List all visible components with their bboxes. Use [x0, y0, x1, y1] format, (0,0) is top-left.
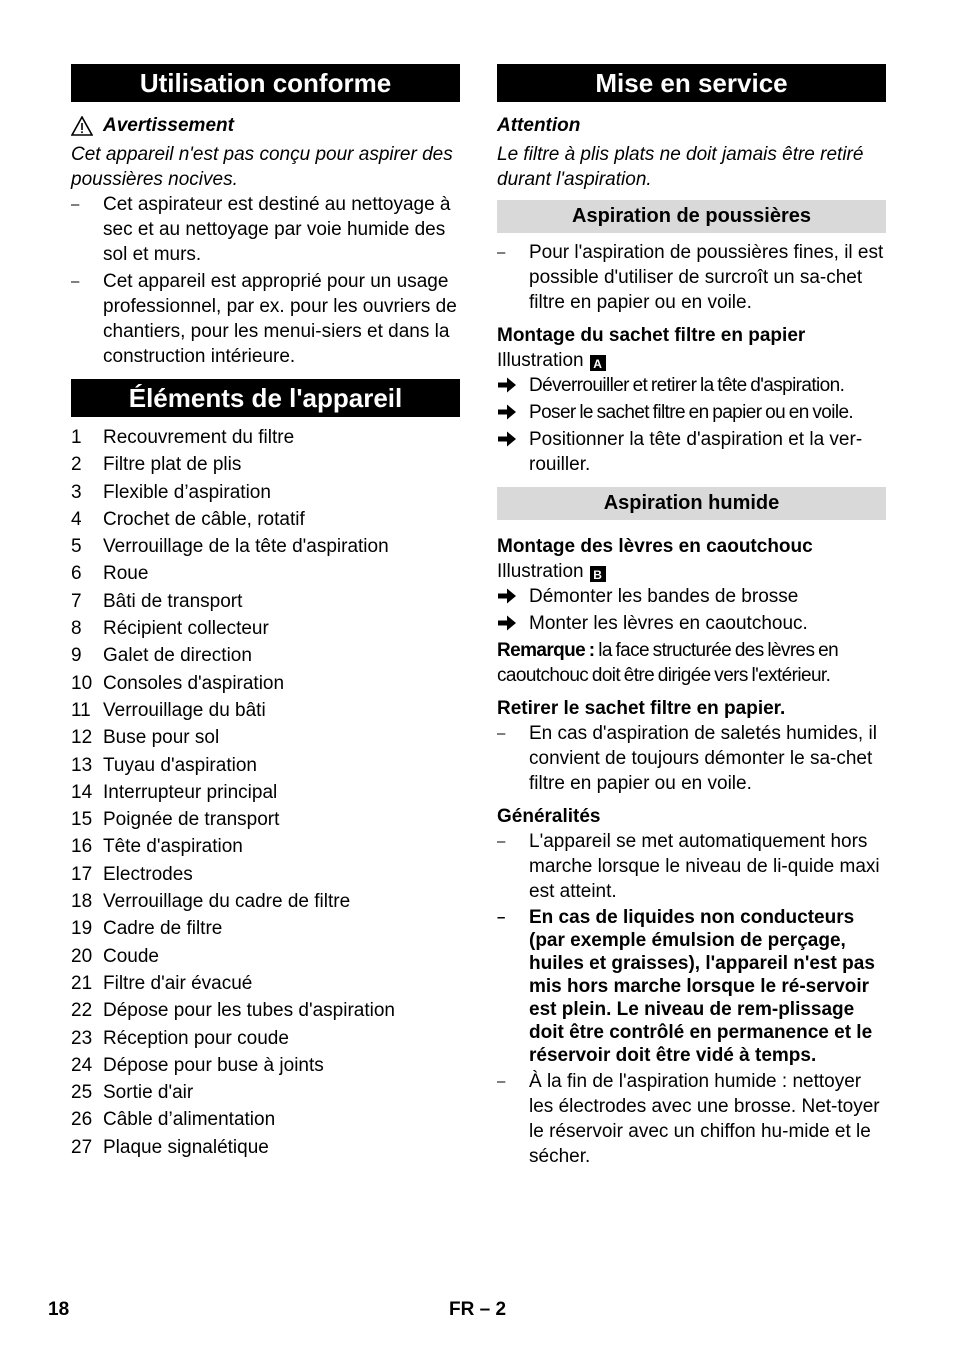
item-label: Réception pour coude [103, 1027, 289, 1049]
right-column [497, 64, 886, 1171]
item-number: 9 [71, 645, 82, 667]
item-label: Dépose pour buse à joints [103, 1054, 324, 1076]
device-element-item [71, 670, 460, 697]
item-number: 13 [71, 754, 93, 776]
item-label: Consoles d'aspiration [103, 672, 285, 694]
item-number: 15 [71, 809, 93, 831]
item-label: Cadre de filtre [103, 918, 223, 940]
item-number: 21 [71, 972, 93, 994]
list-item-bold-warning: – En cas de liquides non conducteurs (par exemple émulsion de perçage, huiles et graisses), l'appareil n'est pas mis hors marche lorsque le ré-servoir est plein. Le niveau de rem-plissage doit être contrôlé en permanence et le réservoir doit être vidé à temps. [497, 906, 886, 1067]
item-label: Filtre plat de plis [103, 454, 242, 476]
attention-text: Le filtre à plis plats ne doit jamais être retiré durant l'aspiration. [497, 144, 864, 190]
list-item: – En cas d'aspiration de saletés humides, il convient de toujours démonter le sa-chet filtre en papier ou en voile. [497, 721, 886, 796]
step-item: Démonter les bandes de brosse [497, 584, 886, 609]
item-label: Electrodes [103, 863, 193, 885]
remove-bag-list [497, 721, 886, 796]
device-elements-list [71, 424, 460, 1161]
item-number: 14 [71, 781, 93, 803]
device-element-item [71, 915, 460, 942]
arrow-right-icon [497, 376, 517, 394]
device-element-item [71, 560, 460, 587]
note-label: Remarque : [497, 640, 595, 661]
device-element-item [71, 861, 460, 888]
attention-label: Attention [497, 115, 581, 136]
item-number: 10 [71, 672, 93, 694]
warning-heading [71, 113, 460, 138]
item-label: Flexible d’aspiration [103, 481, 271, 503]
item-number: 8 [71, 618, 82, 640]
item-number: 2 [71, 454, 82, 476]
item-number: 17 [71, 863, 93, 885]
section-title-intended-use: Utilisation conforme [71, 64, 460, 102]
item-label: Interrupteur principal [103, 781, 278, 803]
list-item: – Cet appareil est approprié pour un usage professionnel, par ex. pour les ouvriers de chantiers, pour les menui-siers et dans la construction intérieure. [71, 269, 460, 369]
item-label: Sortie d'air [103, 1082, 194, 1104]
note-paragraph [497, 638, 886, 688]
item-label: Tuyau d'aspiration [103, 754, 257, 776]
warning-triangle-icon [71, 116, 93, 136]
illustration-label: Illustration [497, 561, 584, 582]
subsection-title-wet: Aspiration humide [497, 487, 886, 520]
item-label: Poignée de transport [103, 809, 280, 831]
item-number: 7 [71, 590, 82, 612]
general-heading: Généralités [497, 806, 601, 827]
item-label: Crochet de câble, rotatif [103, 508, 305, 530]
page-number: 18 [48, 1299, 70, 1320]
item-label: Verrouillage du cadre de filtre [103, 891, 351, 913]
general-list [497, 829, 886, 1169]
wet-steps [497, 584, 886, 636]
item-number: 23 [71, 1027, 93, 1049]
item-number: 1 [71, 427, 82, 448]
device-element-item [71, 970, 460, 997]
device-element-item [71, 752, 460, 779]
item-label: Plaque signalétique [103, 1136, 269, 1158]
device-element-item [71, 997, 460, 1024]
subsection-title-dust: Aspiration de poussières [497, 200, 886, 233]
item-label: Bâti de transport [103, 590, 243, 612]
warning-label: Avertissement [103, 115, 234, 136]
device-element-item [71, 1134, 460, 1161]
device-element-item [71, 1052, 460, 1079]
item-number: 11 [71, 699, 91, 721]
item-number: 22 [71, 1000, 93, 1022]
rubber-lips-heading: Montage des lèvres en caoutchouc [497, 536, 813, 557]
item-number: 20 [71, 945, 93, 967]
device-element-item [71, 451, 460, 478]
step-item: Positionner la tête d'aspiration et la ver-rouiller. [497, 427, 886, 477]
device-element-item [71, 424, 460, 451]
item-label: Coude [103, 945, 159, 967]
item-label: Dépose pour les tubes d'aspiration [103, 1000, 395, 1022]
device-element-item [71, 833, 460, 860]
dust-list [497, 240, 886, 315]
remove-bag-heading: Retirer le sachet filtre en papier. [497, 698, 786, 719]
item-number: 16 [71, 836, 93, 858]
device-element-item [71, 642, 460, 669]
item-number: 25 [71, 1082, 93, 1104]
item-number: 4 [71, 508, 82, 530]
item-label: Récipient collecteur [103, 618, 269, 640]
item-label: Buse pour sol [103, 727, 220, 749]
left-column [71, 64, 460, 1161]
item-label: Verrouillage de la tête d'aspiration [103, 536, 389, 558]
illustration-ref [497, 348, 886, 373]
item-label: Verrouillage du bâti [103, 699, 266, 721]
intended-use-list [71, 192, 460, 369]
list-item: – À la fin de l'aspiration humide : nettoyer les électrodes avec une brosse. Net-toyer le réservoir avec un chiffon hu-mide et le sécher. [497, 1069, 886, 1169]
device-element-item [71, 697, 460, 724]
item-label: Tête d'aspiration [103, 836, 243, 858]
device-element-item [71, 615, 460, 642]
device-element-item [71, 588, 460, 615]
item-label: Câble d’alimentation [103, 1109, 276, 1131]
item-number: 3 [71, 481, 82, 503]
item-label: Galet de direction [103, 645, 252, 667]
device-element-item [71, 806, 460, 833]
item-number: 19 [71, 918, 93, 940]
arrow-right-icon [497, 430, 517, 448]
list-item: – L'appareil se met automatiquement hors marche lorsque le niveau de li-quide maxi est atteint. [497, 829, 886, 904]
item-label: Recouvrement du filtre [103, 427, 295, 448]
warning-text: Cet appareil n'est pas conçu pour aspirer des poussières nocives. [71, 144, 453, 190]
section-title-start-up: Mise en service [497, 64, 886, 102]
device-element-item [71, 1106, 460, 1133]
illustration-letter-badge: B [590, 566, 606, 582]
section-title-device-elements: Éléments de l'appareil [71, 379, 460, 417]
device-element-item [71, 479, 460, 506]
dust-steps [497, 373, 886, 477]
paper-bag-heading: Montage du sachet filtre en papier [497, 325, 806, 346]
item-label: Roue [103, 563, 149, 585]
device-element-item [71, 888, 460, 915]
item-number: 24 [71, 1054, 93, 1076]
arrow-right-icon [497, 587, 517, 605]
item-number: 27 [71, 1136, 93, 1158]
step-item: Déverrouiller et retirer la tête d'aspiration. [497, 373, 886, 398]
language-page-code: FR – 2 [449, 1299, 507, 1320]
device-element-item [71, 533, 460, 560]
item-number: 18 [71, 891, 93, 913]
note-text: la face structurée des lèvres en caoutchouc doit être dirigée vers l'extérieur. [497, 640, 839, 686]
list-item: – Pour l'aspiration de poussières fines, il est possible d'utiliser de surcroît un sa-chet filtre en papier ou en voile. [497, 240, 886, 315]
item-number: 12 [71, 727, 93, 749]
device-element-item [71, 1079, 460, 1106]
device-element-item [71, 724, 460, 751]
arrow-right-icon [497, 403, 517, 421]
item-number: 5 [71, 536, 82, 558]
device-element-item [71, 1025, 460, 1052]
illustration-label: Illustration [497, 350, 584, 371]
item-number: 26 [71, 1109, 93, 1131]
list-item: – Cet aspirateur est destiné au nettoyage à sec et au nettoyage par voie humide des sol et murs. [71, 192, 460, 267]
device-element-item [71, 943, 460, 970]
step-item: Monter les lèvres en caoutchouc. [497, 611, 886, 636]
step-item: Poser le sachet filtre en papier ou en voile. [497, 400, 886, 425]
device-element-item [71, 506, 460, 533]
item-number: 6 [71, 563, 82, 585]
arrow-right-icon [497, 614, 517, 632]
device-element-item [71, 779, 460, 806]
item-label: Filtre d'air évacué [103, 972, 253, 994]
illustration-ref [497, 559, 886, 584]
illustration-letter-badge: A [590, 355, 606, 371]
